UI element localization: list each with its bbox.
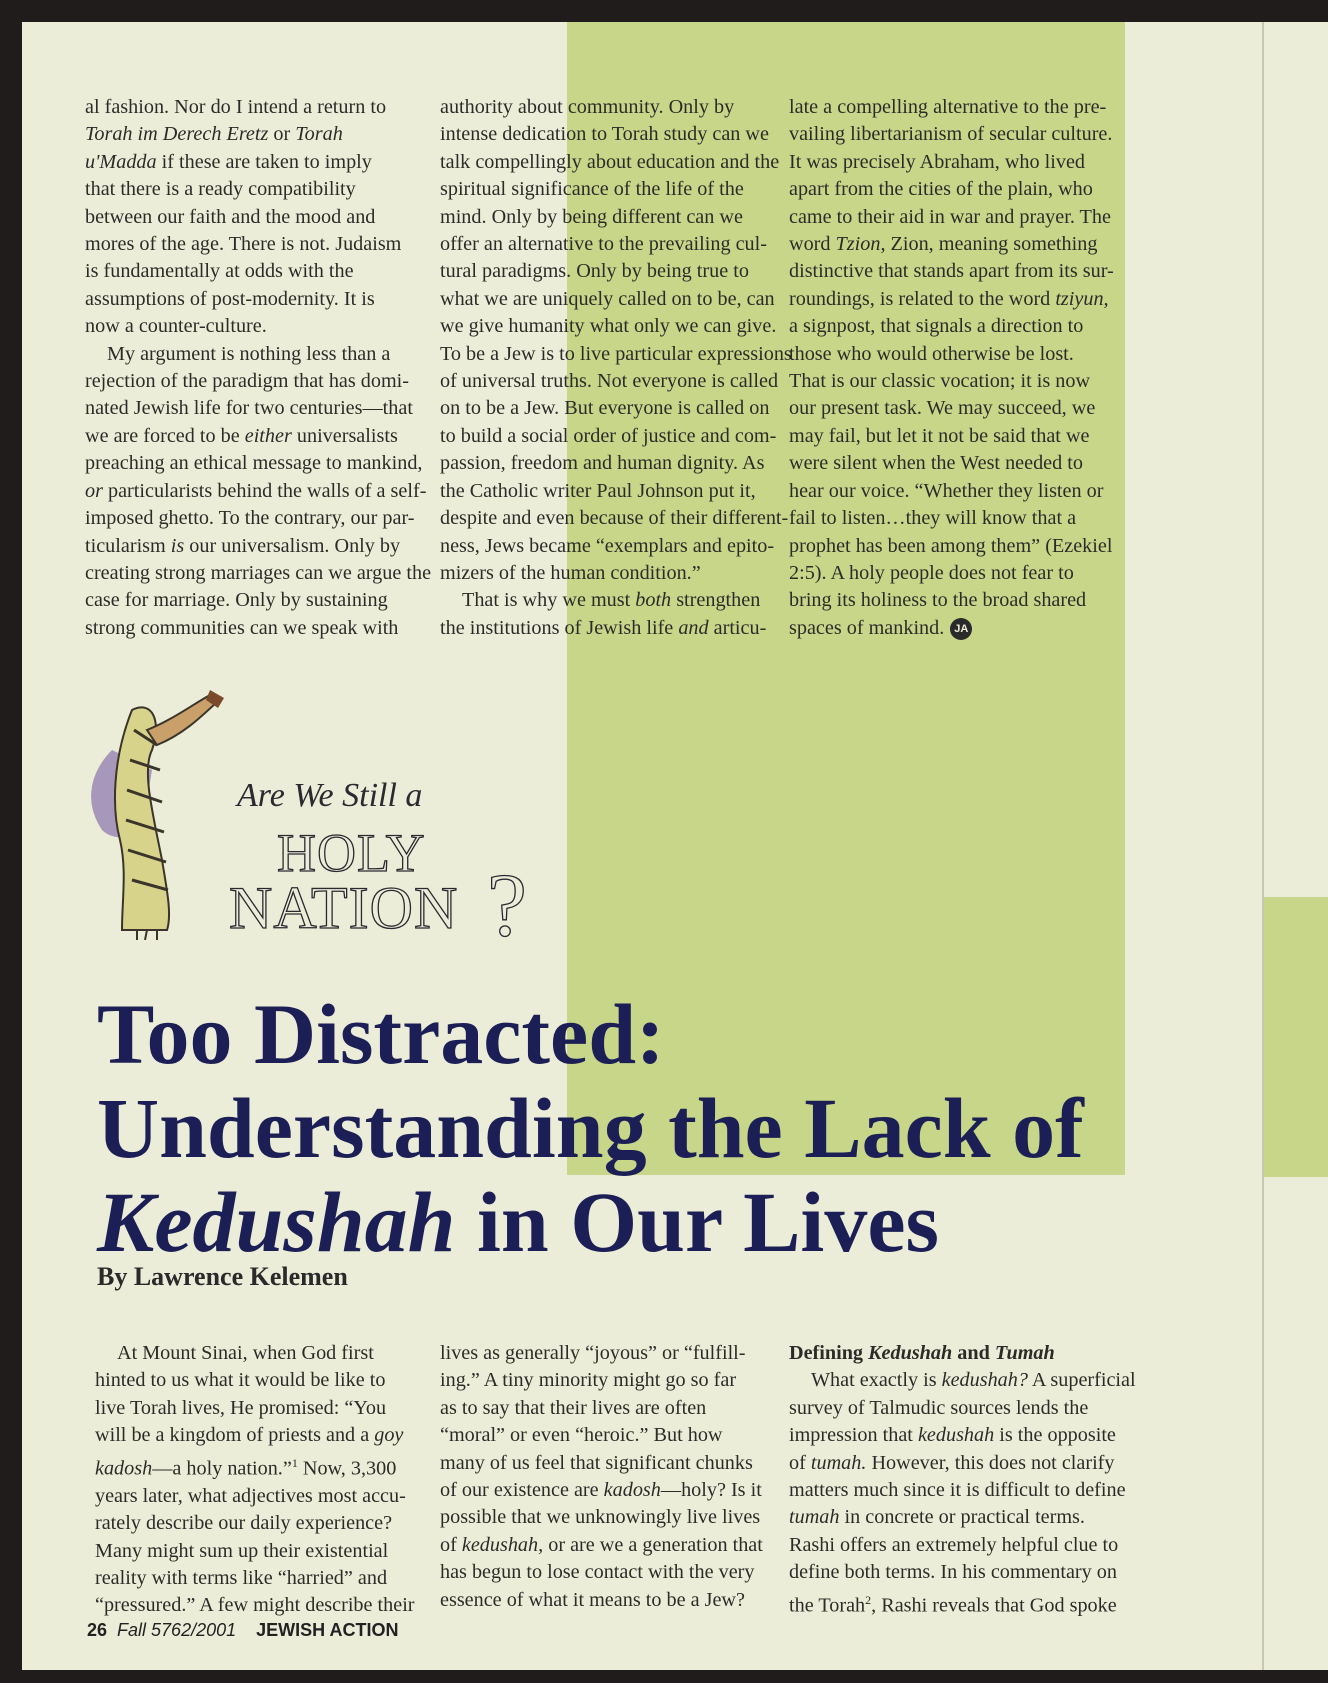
end-mark-icon: JA [950, 618, 972, 640]
text-run: talk compellingly about education and the [440, 150, 780, 173]
text-line [440, 395, 785, 422]
text-run: to build a social order of justice and com- [440, 424, 777, 447]
text-run: vailing libertarianism of secular culture. [789, 123, 1113, 146]
page-footer [87, 1620, 398, 1641]
text-run: A superficial [1027, 1369, 1136, 1392]
text-run: assumptions of post-modernity. It is [85, 287, 375, 310]
text-run: preaching an ethical message to mankind, [85, 452, 423, 475]
text-line [789, 560, 1134, 587]
text-run: bring its holiness to the broad shared [789, 589, 1087, 612]
text-run: is [170, 534, 185, 557]
text-run: those who would otherwise be lost. [789, 342, 1074, 365]
text-line [85, 560, 432, 587]
text-line [789, 313, 1134, 340]
text-line [440, 1450, 785, 1477]
text-run: My argument is nothing less than a [107, 342, 391, 365]
text-line [440, 1559, 785, 1586]
text-line [789, 1422, 1134, 1449]
text-run: spaces of mankind. [789, 616, 945, 639]
page-number: 26 [87, 1620, 108, 1640]
text-run: case for marriage. Only by sustaining [85, 589, 388, 612]
text-run: or [85, 479, 103, 502]
text-run: roundings, is related to the word [789, 287, 1056, 310]
text-run: However, this does not clarify [866, 1451, 1115, 1474]
text-run: years later, what adjectives most accu- [95, 1484, 406, 1507]
text-line [85, 313, 425, 340]
text-run: rately describe our daily experience? [95, 1512, 393, 1535]
text-run: of [789, 1451, 811, 1474]
headline-line-1: Too Distracted: [97, 986, 665, 1082]
text-run: kadosh [95, 1457, 153, 1480]
text-run: the Catholic writer Paul Johnson put it, [440, 479, 756, 502]
text-line [789, 1477, 1134, 1504]
text-run: the institutions of Jewish life [440, 616, 679, 639]
text-line [789, 1559, 1134, 1586]
text-line [85, 204, 425, 231]
text-run: mind. Only by being different can we [440, 205, 743, 228]
text-line [95, 1565, 435, 1592]
text-line [85, 176, 425, 203]
text-line [440, 258, 785, 285]
text-line [789, 341, 1134, 368]
text-run: will be a kingdom of priests and a [95, 1424, 375, 1447]
text-run: define both terms. In his commentary on [789, 1561, 1117, 1584]
text-run: word [789, 233, 836, 256]
text-line [440, 341, 792, 368]
text-line [789, 121, 1134, 148]
kicker-line-2: HOLY [277, 823, 426, 883]
text-line [440, 94, 785, 121]
text-run: Now, 3,300 [297, 1457, 397, 1480]
text-run: kedushah? [941, 1369, 1028, 1392]
text-run: u'Madda [85, 150, 157, 173]
text-line [85, 258, 425, 285]
text-run: Tumah [994, 1342, 1055, 1364]
text-line [440, 231, 785, 258]
text-run: creating strong marriages can we argue the [85, 561, 432, 584]
text-line [95, 1483, 435, 1510]
text-line [440, 505, 789, 532]
text-run: What exactly is [811, 1369, 942, 1392]
kicker-line-3: NATION [229, 875, 459, 941]
text-run: Tzion [835, 233, 881, 256]
text-line [85, 505, 425, 532]
text-run: our universalism. Only by [184, 534, 401, 557]
text-run: offer an alternative to the prevailing cul- [440, 233, 767, 256]
text-line [789, 258, 1134, 285]
text-run: were silent when the West needed to [789, 452, 1083, 475]
text-line [789, 1395, 1134, 1422]
text-run: strong communities can we speak with [85, 616, 399, 639]
text-line [440, 286, 785, 313]
top-column-3 [789, 94, 1134, 642]
text-run: Rashi offers an extremely helpful clue to [789, 1533, 1119, 1556]
text-run: between our faith and the mood and [85, 205, 376, 228]
text-run: rejection of the paradigm that has domi- [85, 370, 410, 393]
text-run: ticularism [85, 534, 171, 557]
text-line [85, 533, 425, 560]
text-run: hear our voice. “Whether they listen or [789, 479, 1104, 502]
text-line [95, 1395, 435, 1422]
text-line [789, 423, 1134, 450]
text-line [440, 313, 785, 340]
text-line [440, 176, 785, 203]
text-line [85, 423, 425, 450]
text-run: passion, freedom and human dignity. As [440, 452, 765, 475]
text-line [95, 1592, 435, 1619]
top-column-2 [440, 94, 792, 642]
text-run: prophet has been among them” (Ezekiel [789, 534, 1113, 557]
text-line [440, 149, 785, 176]
text-run: , Rashi reveals that God spoke [871, 1594, 1117, 1617]
text-line [440, 1367, 785, 1394]
text-run: that there is a ready compatibility [85, 178, 356, 201]
text-line [440, 1532, 785, 1559]
text-run: particularists behind the walls of a self- [102, 479, 427, 502]
text-line [85, 478, 425, 505]
text-run: universalists [291, 424, 398, 447]
text-line [85, 94, 425, 121]
text-line [440, 121, 785, 148]
text-line [440, 560, 785, 587]
text-line [440, 478, 785, 505]
headline-rest: in Our Lives [455, 1174, 939, 1270]
text-line [789, 1450, 1134, 1477]
text-run: as to say that their lives are often [440, 1396, 707, 1419]
text-line [85, 121, 425, 148]
text-run: “moral” or even “heroic.” But how [440, 1424, 723, 1447]
text-line [789, 149, 1134, 176]
text-line [789, 231, 1134, 258]
text-run: kedushah, [461, 1533, 544, 1556]
text-line [440, 1477, 785, 1504]
text-line [789, 533, 1134, 560]
bottom-column-2 [440, 1340, 785, 1614]
text-run: authority about community. Only by [440, 96, 735, 118]
text-run: strengthen [671, 589, 761, 612]
text-line [440, 533, 785, 560]
text-line [85, 231, 425, 258]
text-run: At Mount Sinai, when God first [117, 1342, 374, 1364]
byline: By Lawrence Kelemen [97, 1262, 348, 1291]
text-run: Many might sum up their existential [95, 1539, 389, 1562]
text-run: Kedushah [868, 1342, 953, 1364]
issue-label: Fall 5762/2001 [117, 1620, 237, 1640]
text-line [85, 368, 425, 395]
text-run: Torah [295, 123, 343, 146]
text-run: lives as generally “joyous” or “fulfill- [440, 1342, 746, 1364]
text-line [789, 1532, 1134, 1559]
text-line [440, 1340, 785, 1367]
text-line [789, 368, 1134, 395]
text-run: of [440, 1533, 462, 1556]
text-run: a signpost, that signals a direction to [789, 315, 1084, 338]
text-run: It was precisely Abraham, who lived [789, 150, 1086, 173]
text-run: apart from the cities of the plain, who [789, 178, 1093, 201]
text-run: To be a Jew is to live particular expressions [440, 342, 792, 365]
text-run: what we are uniquely called on to be, can [440, 287, 775, 310]
headline-line-2: Understanding the Lack of [97, 1080, 1084, 1176]
text-run: kedushah [917, 1424, 995, 1447]
text-run: late a compelling alternative to the pre- [789, 96, 1107, 118]
text-run: and [952, 1342, 995, 1364]
text-run: spiritual significance of the life of the [440, 178, 744, 201]
shofar-illustration [82, 690, 242, 940]
section-subhead [789, 1340, 1134, 1367]
text-run: or are we a generation that [543, 1533, 763, 1556]
text-line [95, 1340, 435, 1367]
text-run: —a holy nation.” [152, 1457, 292, 1480]
kicker-question-mark: ? [487, 856, 527, 955]
text-run: now a counter-culture. [85, 315, 267, 338]
magazine-page [22, 22, 1262, 1670]
text-line [95, 1450, 435, 1483]
text-run: has begun to lose contact with the very [440, 1561, 755, 1584]
text-run: intense dedication to Torah study can we [440, 123, 769, 146]
text-run: we are forced to be [85, 424, 245, 447]
bottom-column-1 [95, 1340, 435, 1620]
text-run: kadosh [603, 1479, 661, 1502]
text-run: and [678, 616, 709, 639]
headline-italic-word: Kedushah [97, 1174, 456, 1270]
text-run: on to be a Jew. But everyone is called on [440, 397, 770, 420]
text-run: articu- [708, 616, 767, 639]
text-run: , Zion, meaning something [880, 233, 1098, 256]
text-line [95, 1510, 435, 1537]
text-run: Defining [789, 1342, 869, 1364]
text-line [789, 176, 1134, 203]
text-run: goy [374, 1424, 404, 1447]
text-line [789, 204, 1134, 231]
text-run: distinctive that stands apart from its sur- [789, 260, 1114, 283]
text-line [789, 505, 1134, 532]
text-line [789, 395, 1134, 422]
text-run: if these are taken to imply [156, 150, 372, 173]
text-line [789, 615, 1134, 642]
top-column-1 [85, 94, 432, 642]
text-line [440, 1422, 785, 1449]
text-line [440, 423, 785, 450]
text-line [85, 341, 425, 368]
text-line [85, 615, 425, 642]
text-line [789, 1367, 1134, 1394]
text-run: That is our classic vocation; it is now [789, 370, 1091, 393]
text-run: “pressured.” A few might describe their [95, 1594, 415, 1617]
headline-line-3 [97, 1176, 939, 1268]
text-run: is fundamentally at odds with the [85, 260, 354, 283]
text-run: despite and even because of their different- [440, 507, 789, 530]
text-run: tural paradigms. Only by being true to [440, 260, 749, 283]
text-run: al fashion. Nor do I intend a return to [85, 96, 387, 118]
text-run: impression that [789, 1424, 918, 1447]
text-run: 2 [865, 1592, 872, 1607]
magazine-name: JEWISH ACTION [256, 1620, 399, 1640]
text-run: imposed ghetto. To the contrary, our par- [85, 507, 415, 530]
text-run: ing.” A tiny minority might go so far [440, 1369, 737, 1392]
text-run: ness, Jews became “exemplars and epito- [440, 534, 775, 557]
text-line [789, 286, 1134, 313]
text-run: 2:5). A holy people does not fear to [789, 561, 1074, 584]
text-line [789, 450, 1134, 477]
text-run: mizers of the human condition.” [440, 561, 701, 584]
text-run: Torah im Derech Eretz [85, 123, 269, 146]
text-line [440, 587, 785, 614]
kicker-line-1: Are We Still a [237, 777, 423, 814]
facing-page-green-block [1264, 897, 1328, 1177]
text-line [95, 1367, 435, 1394]
text-run: our present task. We may succeed, we [789, 397, 1096, 420]
text-run: nated Jewish life for two centuries—that [85, 397, 413, 420]
text-line [95, 1422, 435, 1449]
text-run: or [268, 123, 296, 146]
text-line [85, 286, 425, 313]
text-run: 1 [291, 1455, 298, 1470]
text-line [789, 1587, 1134, 1620]
text-run: is the opposite [994, 1424, 1116, 1447]
text-line [789, 478, 1134, 505]
text-run: many of us feel that significant chunks [440, 1451, 753, 1474]
text-line [789, 94, 1134, 121]
text-run: in concrete or practical terms. [839, 1506, 1085, 1529]
text-run: hinted to us what it would be like to [95, 1369, 386, 1392]
text-run: we give humanity what only we can give. [440, 315, 777, 338]
text-run: mores of the age. There is not. Judaism [85, 233, 402, 256]
bottom-column-3 [789, 1340, 1134, 1620]
text-run: possible that we unknowingly live lives [440, 1506, 761, 1529]
text-run: of our existence are [440, 1479, 604, 1502]
text-run: of universal truths. Not everyone is called [440, 370, 779, 393]
text-line [440, 1587, 785, 1614]
text-run: may fail, but let it not be said that we [789, 424, 1090, 447]
text-run: survey of Talmudic sources lends the [789, 1396, 1089, 1419]
text-line [95, 1538, 435, 1565]
text-line [85, 395, 425, 422]
text-run: both [635, 589, 672, 612]
text-line [440, 368, 785, 395]
text-line [85, 450, 425, 477]
text-line [789, 587, 1134, 614]
text-run: tumah. [810, 1451, 867, 1474]
text-line [440, 204, 785, 231]
text-run: essence of what it means to be a Jew? [440, 1588, 745, 1611]
text-run: fail to listen…they will know that a [789, 507, 1077, 530]
text-run: either [244, 424, 292, 447]
text-run: the Torah [789, 1594, 866, 1617]
text-line [440, 615, 785, 642]
text-line [440, 1504, 785, 1531]
text-run: live Torah lives, He promised: “You [95, 1396, 387, 1419]
text-run: tziyun, [1055, 287, 1109, 310]
text-run: reality with terms like “harried” and [95, 1566, 388, 1589]
facing-page-edge [1262, 22, 1328, 1670]
text-line [440, 450, 785, 477]
text-line [85, 587, 425, 614]
text-line [85, 149, 425, 176]
text-line [440, 1395, 785, 1422]
text-run: —holy? Is it [660, 1479, 762, 1502]
text-run: tumah [789, 1506, 840, 1529]
text-line [789, 1504, 1134, 1531]
text-run: That is why we must [462, 589, 636, 612]
text-run: matters much since it is difficult to define [789, 1479, 1126, 1502]
text-run: came to their aid in war and prayer. The [789, 205, 1111, 228]
